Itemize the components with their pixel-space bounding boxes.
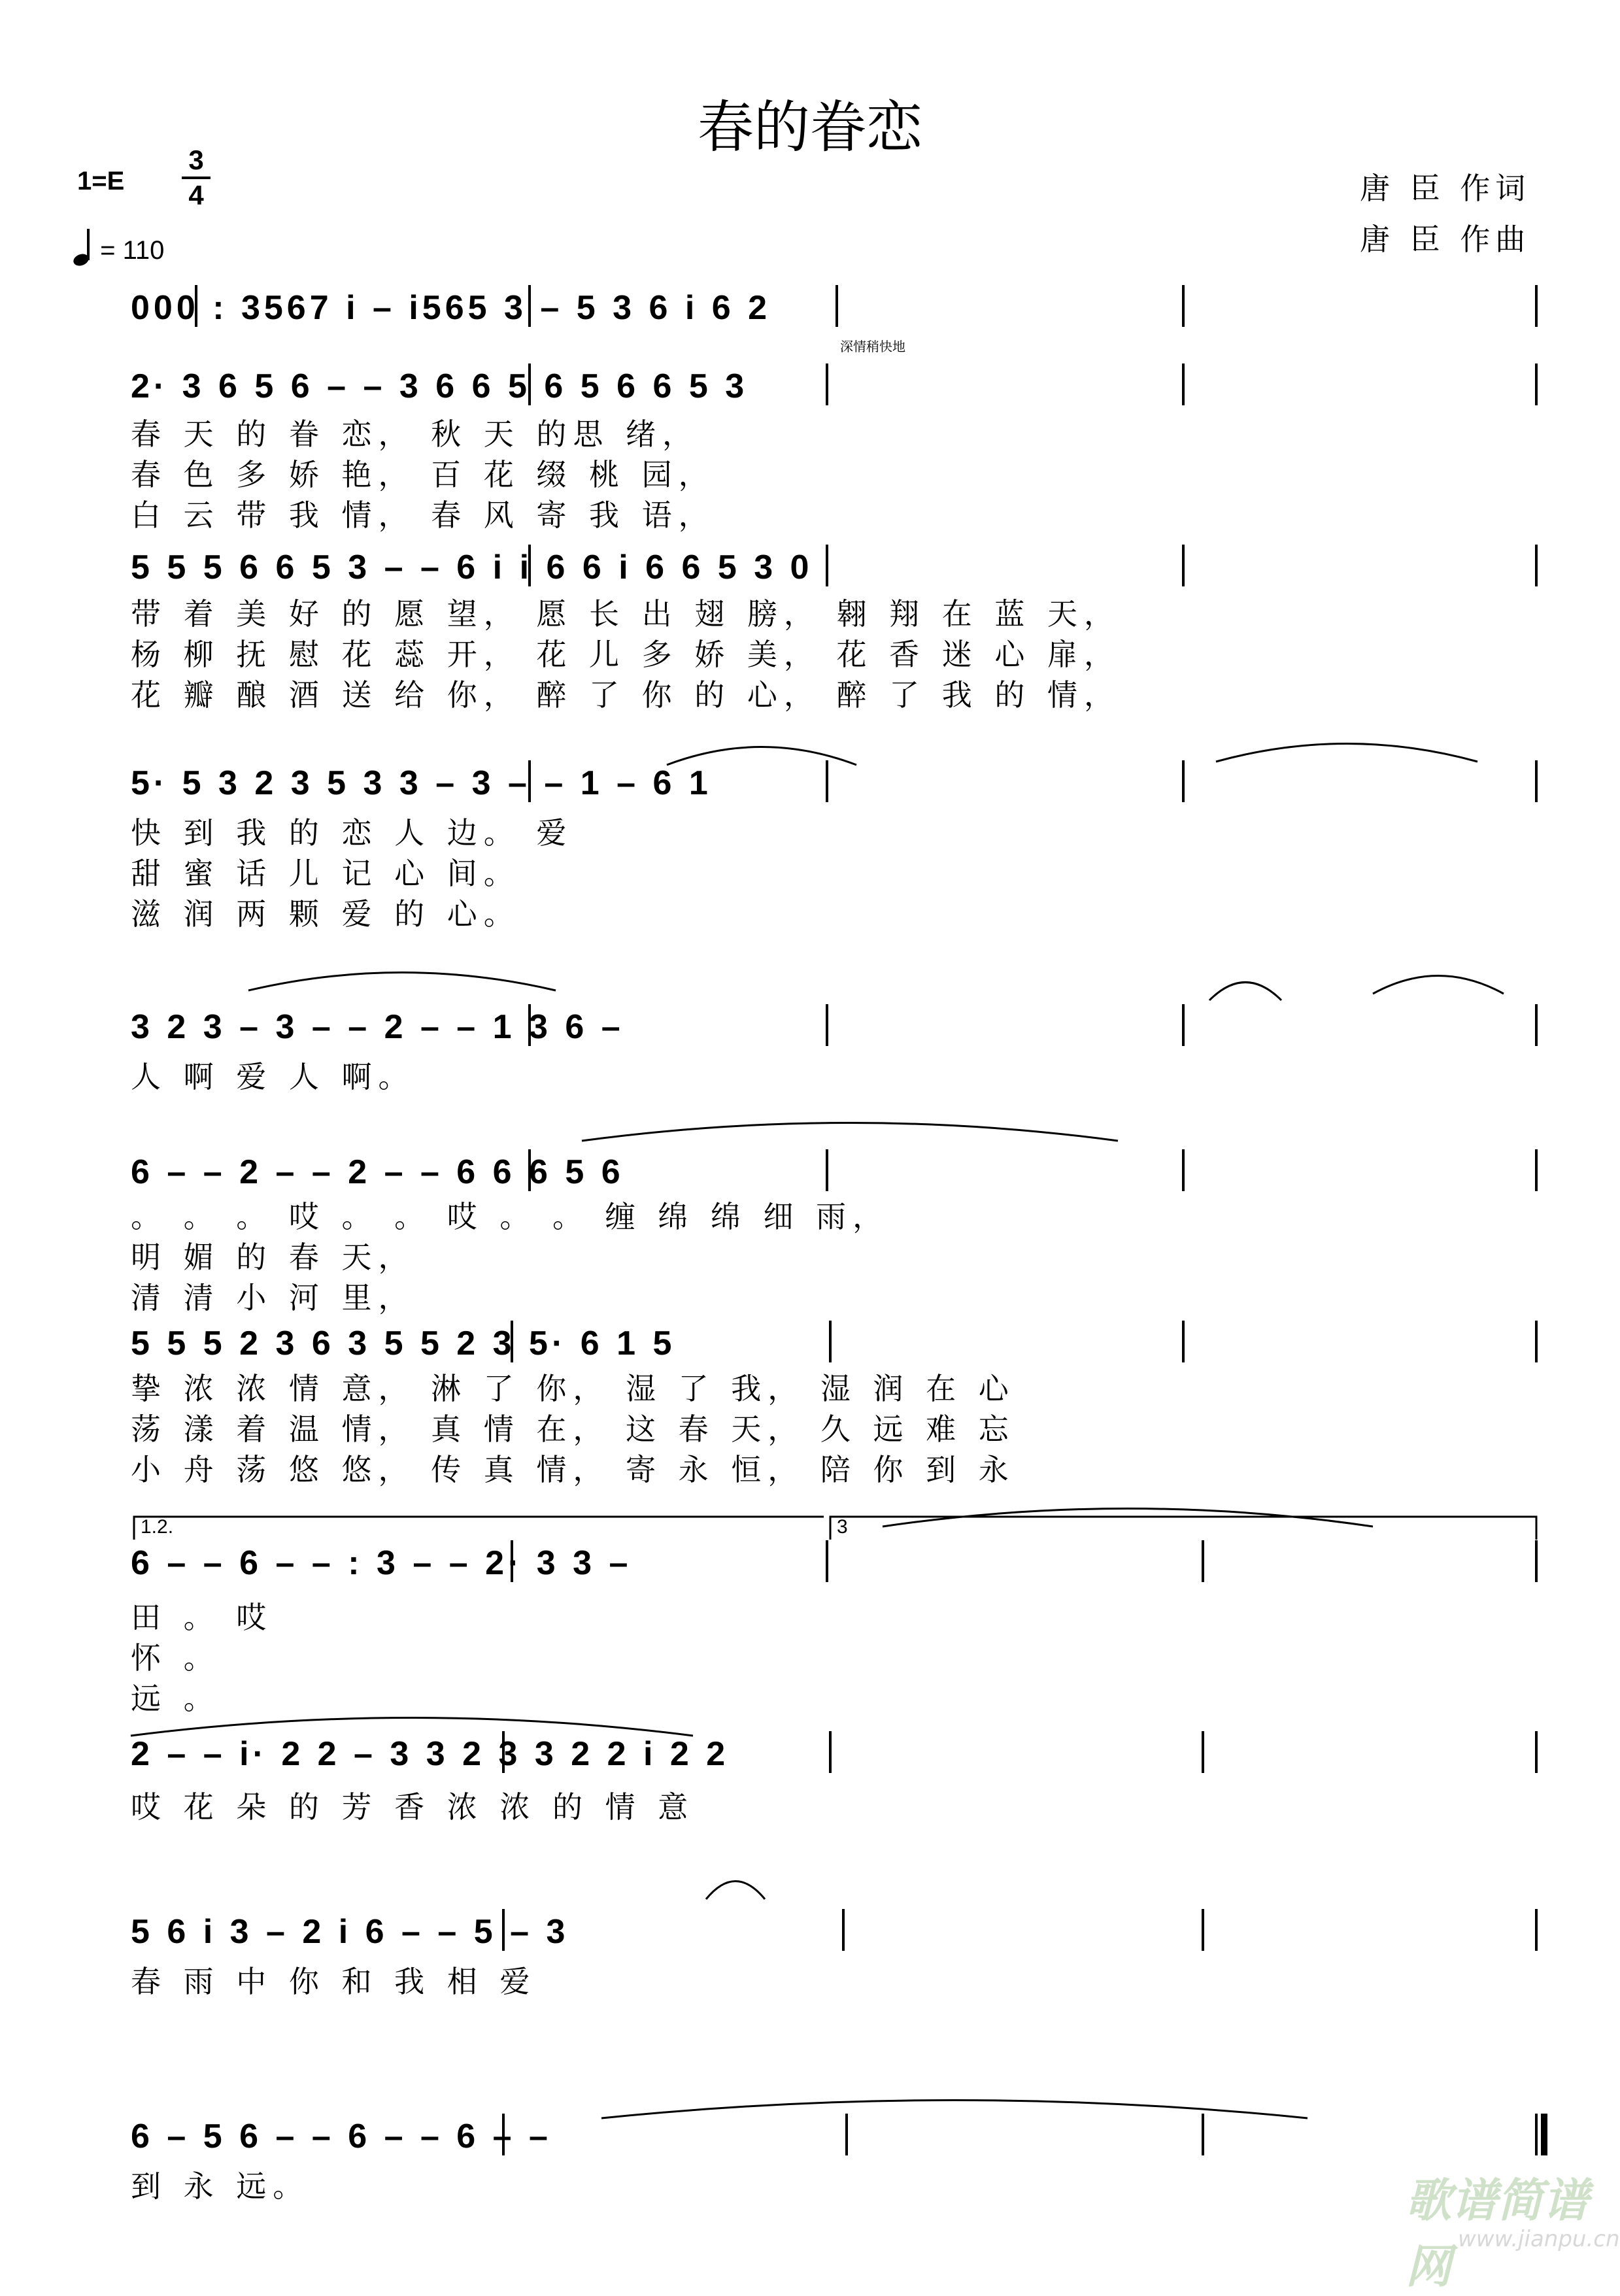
volta-bracket-1 <box>134 1517 824 1540</box>
lyric-line: 哎 花 朵 的 芳 香 浓 浓 的 情 意 <box>131 1789 695 1825</box>
notation-line: 5 5 5 2 3 6 3 5 5 2 3 5· 6 1 5 <box>131 1325 676 1362</box>
slur-arc <box>248 973 556 991</box>
slur-arc <box>1373 976 1504 994</box>
lyric-line: 杨 柳 抚 慰 花 蕊 开， 花 儿 多 娇 美， 花 香 迷 心 扉， <box>131 637 1121 672</box>
notation-line: 2· 3 6 5 6 – – 3 6 6 5 6 5 6 6 5 3 <box>131 367 749 405</box>
lyric-line: 田 。 哎 <box>131 1600 273 1635</box>
notation-line: 5 5 5 6 6 5 3 – – 6 i i 6 6 i 6 6 5 3 0 <box>131 549 813 586</box>
lyric-line: 滋 润 两 颗 爱 的 心。 <box>131 896 520 932</box>
expression-marking: 深情稍快地 <box>840 339 905 354</box>
slur-arc <box>706 1882 765 1900</box>
lyricist-credit: 唐 臣 作词 <box>1360 171 1531 206</box>
key-signature: 1=E <box>77 167 125 195</box>
score-systems <box>131 285 1544 2204</box>
lyric-line: 到 永 远。 <box>131 2169 310 2204</box>
lyric-line: 春 色 多 娇 艳， 百 花 缀 桃 园， <box>131 457 715 492</box>
notation-line: 5 6 i 3 – 2 i 6 – – 5 – 3 <box>131 1913 569 1951</box>
lyric-line: 甜 蜜 话 儿 记 心 间。 <box>131 856 520 891</box>
lyric-line: 快 到 我 的 恋 人 边。 爱 <box>131 815 573 851</box>
lyric-line: 花 瓣 酿 酒 送 给 你， 醉 了 你 的 心， 醉 了 我 的 情， <box>131 677 1121 713</box>
volta-label-1: 1.2. <box>141 1516 174 1538</box>
lyric-line: 清 清 小 河 里， <box>131 1280 415 1315</box>
lyric-line: 春 雨 中 你 和 我 相 爱 <box>131 1964 537 1999</box>
lyric-line: 。 。 。 哎 。 。 哎 。 。 缠 绵 绵 细 雨， <box>131 1199 890 1234</box>
volta-label-2: 3 <box>837 1516 848 1538</box>
lyric-line: 明 媚 的 春 天， <box>131 1240 415 1275</box>
time-sig-bottom: 4 <box>188 180 204 211</box>
notation-line: 6 – – 2 – – 2 – – 6 6 6 5 6 <box>131 1153 624 1191</box>
lyric-line: 小 舟 荡 悠 悠， 传 真 情， 寄 永 恒， 陪 你 到 永 <box>131 1452 1015 1487</box>
notation-line: 6 – – 6 – – : 3 – – 2· 3 3 – <box>131 1544 632 1582</box>
lyric-line: 远 。 <box>131 1681 220 1716</box>
lyric-line: 春 天 的 眷 恋， 秋 天 的思 绪， <box>131 416 699 452</box>
time-sig-top: 3 <box>188 144 204 175</box>
tempo-value: = 110 <box>100 236 165 265</box>
watermark-url: www.jianpu.cn <box>1458 2226 1620 2252</box>
notation-line: 2 – – i· 2 2 – 3 3 2 3 3 2 2 i 2 2 <box>131 1735 730 1773</box>
slur-arc <box>131 1718 693 1736</box>
notation-line: 5· 5 3 2 3 5 3 3 – 3 – – 1 – 6 1 <box>131 764 712 802</box>
notation-line: 000 : 3567 i – i565 3 – 5 3 6 i 6 2 <box>131 289 771 327</box>
slur-arc <box>1216 744 1477 762</box>
notation-line: 3 2 3 – 3 – – 2 – – 1 3 6 – <box>131 1008 624 1046</box>
lyric-line: 白 云 带 我 情， 春 风 寄 我 语， <box>131 498 715 533</box>
lyric-line: 荡 漾 着 温 情， 真 情 在， 这 春 天， 久 远 难 忘 <box>131 1411 1015 1447</box>
slur-arc <box>582 1123 1118 1141</box>
notation-line: 6 – 5 6 – – 6 – – 6 – – <box>131 2118 552 2155</box>
lyric-line: 带 着 美 好 的 愿 望， 愿 长 出 翅 膀， 翱 翔 在 蓝 天， <box>131 596 1121 632</box>
song-title: 春的眷恋 <box>698 95 922 160</box>
lyric-line: 挚 浓 浓 情 意， 淋 了 你， 湿 了 我， 湿 润 在 心 <box>131 1371 1015 1406</box>
watermark-logo: 歌谱简谱网 <box>1406 2174 1589 2293</box>
lyric-line: 怀 。 <box>131 1640 220 1676</box>
slur-arc <box>1209 983 1281 1001</box>
composer-credit: 唐 臣 作曲 <box>1360 222 1531 257</box>
lyric-line: 人 啊 爱 人 啊。 <box>131 1059 415 1094</box>
